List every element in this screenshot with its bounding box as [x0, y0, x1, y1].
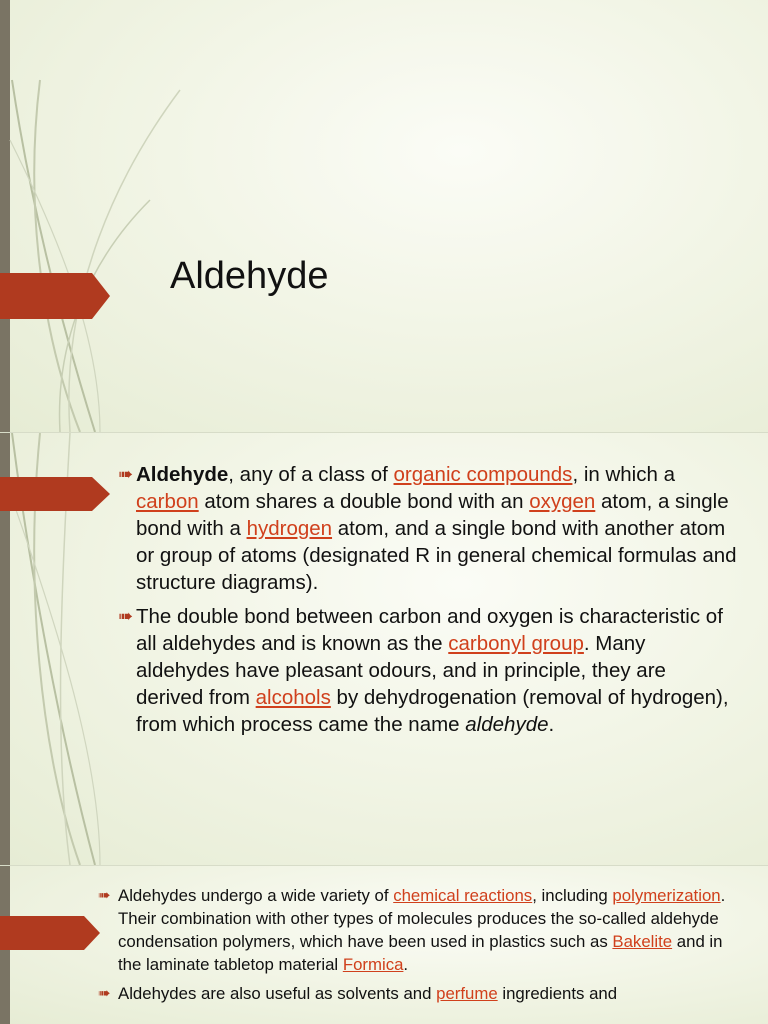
bullet-text: . [403, 955, 409, 974]
bullet-text: Aldehydes are also useful as solvents and [118, 984, 437, 1003]
bullet-list [118, 461, 738, 745]
bullet-text: , in which a [572, 463, 675, 486]
bullet-text: . [548, 713, 555, 736]
link-chemical-reactions[interactable]: chemical reactions [393, 886, 533, 905]
link-perfume[interactable]: perfume [436, 984, 498, 1003]
arrow-right-icon: ➠ [118, 606, 134, 626]
accent-tab-icon [0, 910, 100, 956]
link-formica[interactable]: Formica [342, 955, 404, 974]
slide-reactions [0, 866, 768, 1024]
term-italic: aldehyde [465, 713, 549, 736]
bullet-text: , any of a class of [228, 463, 394, 486]
bullet-text: ingredients and [497, 984, 618, 1003]
link-organic-compounds[interactable]: organic compounds [393, 463, 573, 486]
arrow-right-icon: ➠ [118, 464, 134, 484]
bullet-item [98, 982, 728, 1005]
arrow-right-icon: ➠ [98, 887, 111, 904]
accent-tab-icon [0, 273, 110, 319]
link-carbon[interactable]: carbon [136, 490, 199, 513]
term-bold: Aldehyde [136, 463, 229, 486]
link-alcohols[interactable]: alcohols [255, 686, 331, 709]
decorative-swoosh-icon [0, 0, 200, 432]
bullet-text: and in the laminate tabletop material [118, 932, 723, 974]
bullet-item [118, 461, 738, 596]
bullet-text: by dehydrogenation (removal of hydrogen), from which process came the name [136, 686, 729, 736]
bullet-text: Aldehydes undergo a wide variety of [118, 886, 394, 905]
bullet-item [118, 603, 738, 738]
bullet-item [98, 884, 728, 976]
link-polymerization[interactable]: polymerization [612, 886, 721, 905]
bullet-text: . Many aldehydes have pleasant odours, and in principle, they are derived from [136, 632, 666, 709]
slide-title [0, 0, 768, 432]
accent-tab-icon [0, 471, 110, 517]
bullet-text: atom shares a double bond with an [198, 490, 530, 513]
link-oxygen[interactable]: oxygen [529, 490, 596, 513]
bullet-text: atom, a single bond with a [136, 490, 729, 540]
bullet-list [98, 884, 728, 1011]
slide-definition [0, 433, 768, 865]
arrow-right-icon: ➠ [98, 985, 111, 1002]
bullet-text: The double bond between carbon and oxygen is characteristic of all aldehydes and is known as the [136, 605, 723, 655]
slide-title-heading: Aldehyde [170, 255, 329, 297]
bullet-text: atom, and a single bond with another atom or group of atoms (designated R in general chemical formulas and structure diagrams). [136, 517, 737, 594]
link-carbonyl-group[interactable]: carbonyl group [448, 632, 584, 655]
link-bakelite[interactable]: Bakelite [612, 932, 673, 951]
bullet-text: . Their combination with other types of molecules produces the so-called aldehyde condensation polymers, which have been used in plastics such as [118, 886, 726, 951]
bullet-text: , including [532, 886, 613, 905]
link-hydrogen[interactable]: hydrogen [246, 517, 333, 540]
